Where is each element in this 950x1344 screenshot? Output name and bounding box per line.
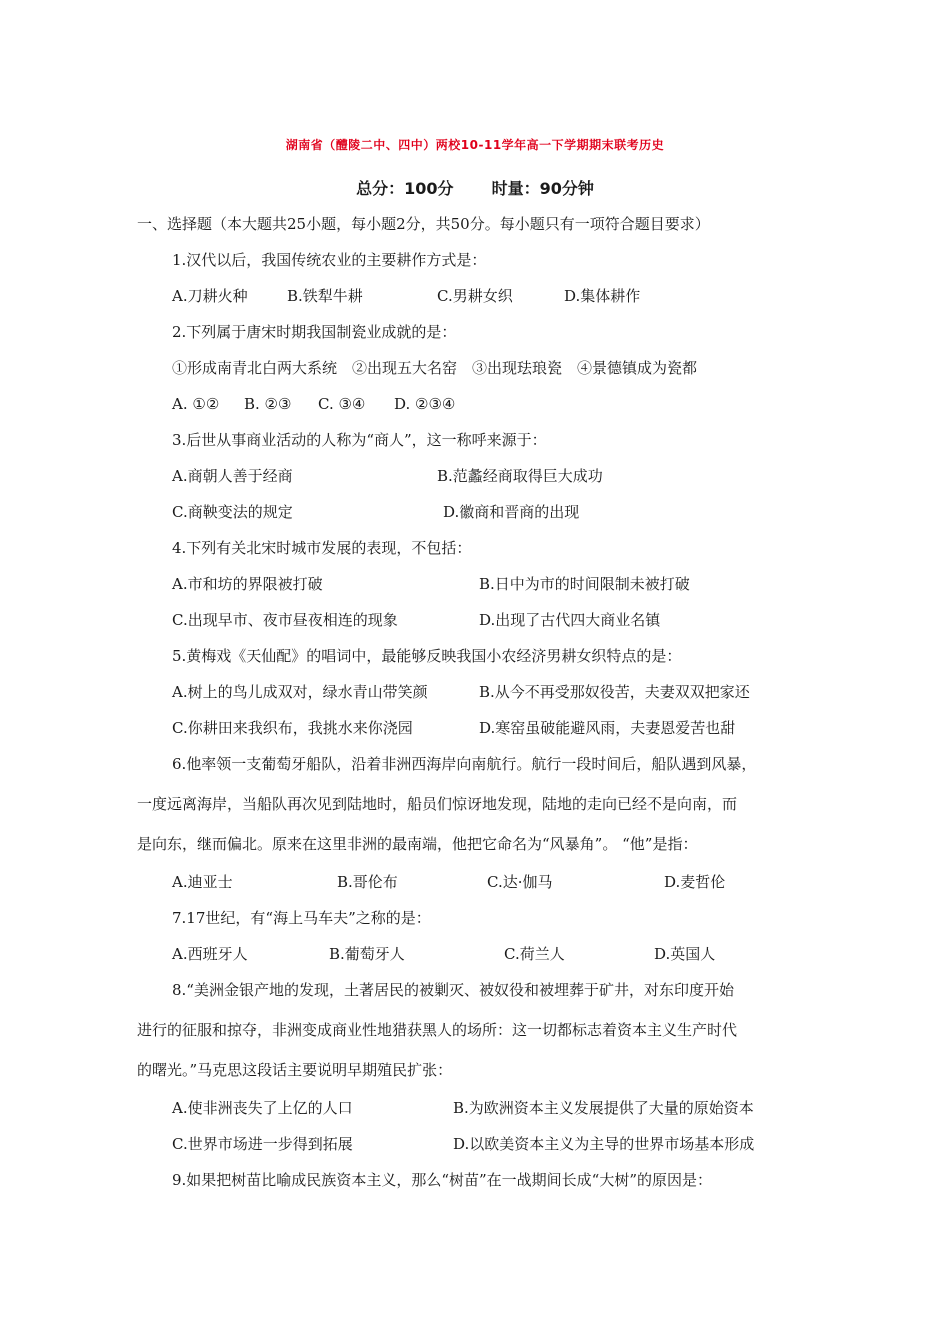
exam-subtitle (0, 176, 950, 199)
q5-option-b: B.从今不再受那奴役苦，夫妻双双把家还 (479, 683, 750, 701)
question-5-stem: 5.黄梅戏《天仙配》的唱词中，最能够反映我国小农经济男耕女织特点的是： (172, 647, 682, 665)
q4-option-a: A.市和坊的界限被打破 (172, 575, 323, 593)
q5-option-d: D.寒窑虽破能避风雨，夫妻恩爱苦也甜 (479, 719, 736, 737)
question-6-stem-line-2: 一度远离海岸，当船队再次见到陆地时，船员们惊讶地发现，陆地的走向已经不是向南，而 (137, 795, 738, 813)
question-9-stem: 9.如果把树苗比喻成民族资本主义，那么“树苗”在一战期间长成“大树”的原因是： (172, 1171, 712, 1189)
q6-option-d: D.麦哲伦 (664, 873, 726, 891)
q8-option-d: D.以欧美资本主义为主导的世界市场基本形成 (453, 1135, 755, 1153)
question-3-stem: 3.后世从事商业活动的人称为“商人”，这一称呼来源于： (172, 431, 547, 449)
question-2-items: ①形成南青北白两大系统 ②出现五大名窑 ③出现珐琅瓷 ④景德镇成为瓷都 (172, 359, 698, 377)
q8-option-a: A.使非洲丧失了上亿的人口 (172, 1099, 353, 1117)
q6-option-b: B.哥伦布 (337, 873, 398, 891)
question-6-stem-line-3: 是向东，继而偏北。原来在这里非洲的最南端，他把它命名为“风暴角”。 “他”是指： (137, 835, 698, 853)
q7-option-b: B.葡萄牙人 (329, 945, 405, 963)
q8-option-c: C.世界市场进一步得到拓展 (172, 1135, 353, 1153)
q1-option-d: D.集体耕作 (564, 287, 641, 305)
q2-option-d: D. ②③④ (394, 395, 456, 413)
q1-option-a: A.刀耕火种 (172, 287, 248, 305)
q6-option-c: C.达·伽马 (487, 873, 553, 891)
total-score: 总分：100分 (356, 179, 454, 198)
q1-option-c: C.男耕女织 (437, 287, 513, 305)
q3-option-a: A.商朝人善于经商 (172, 467, 293, 485)
question-8-stem-line-3: 的曙光。”马克思这段话主要说明早期殖民扩张： (137, 1061, 453, 1079)
q6-option-a: A.迪亚士 (172, 873, 233, 891)
question-6-stem-line-1: 6.他率领一支葡萄牙船队，沿着非洲西海岸向南航行。航行一段时间后，船队遇到风暴， (172, 755, 757, 773)
q8-option-b: B.为欧洲资本主义发展提供了大量的原始资本 (453, 1099, 754, 1117)
q7-option-c: C.荷兰人 (504, 945, 565, 963)
question-2-stem: 2.下列属于唐宋时期我国制瓷业成就的是： (172, 323, 457, 341)
q7-option-d: D.英国人 (654, 945, 716, 963)
q3-option-b: B.范蠡经商取得巨大成功 (437, 467, 603, 485)
q2-option-a: A. ①② (172, 395, 220, 413)
question-7-stem: 7.17世纪，有“海上马车夫”之称的是： (172, 909, 431, 927)
q4-option-c: C.出现早市、夜市昼夜相连的现象 (172, 611, 398, 629)
q5-option-a: A.树上的鸟儿成双对，绿水青山带笑颜 (172, 683, 428, 701)
q2-option-c: C. ③④ (318, 395, 366, 413)
q5-option-c: C.你耕田来我织布，我挑水来你浇园 (172, 719, 413, 737)
question-8-stem-line-2: 进行的征服和掠夺，非洲变成商业性地猎获黑人的场所：这一切都标志着资本主义生产时代 (137, 1021, 738, 1039)
q7-option-a: A.西班牙人 (172, 945, 248, 963)
q4-option-b: B.日中为市的时间限制未被打破 (479, 575, 690, 593)
q1-option-b: B.铁犁牛耕 (287, 287, 363, 305)
section-heading: 一、选择题（本大题共25小题，每小题2分，共50分。每小题只有一项符合题目要求） (137, 215, 710, 233)
question-4-stem: 4.下列有关北宋时城市发展的表现，不包括： (172, 539, 472, 557)
q2-option-b: B. ②③ (244, 395, 292, 413)
exam-title: 湖南省（醴陵二中、四中）两校10-11学年高一下学期期末联考历史 (285, 138, 665, 152)
q4-option-d: D.出现了古代四大商业名镇 (479, 611, 661, 629)
q3-option-d: D.徽商和晋商的出现 (443, 503, 580, 521)
time-limit: 时量：90分钟 (491, 179, 594, 198)
question-8-stem-line-1: 8.“美洲金银产地的发现，土著居民的被剿灭、被奴役和被埋葬于矿井，对东印度开始 (172, 981, 734, 999)
q3-option-c: C.商鞅变法的规定 (172, 503, 293, 521)
question-1-stem: 1.汉代以后，我国传统农业的主要耕作方式是： (172, 251, 487, 269)
